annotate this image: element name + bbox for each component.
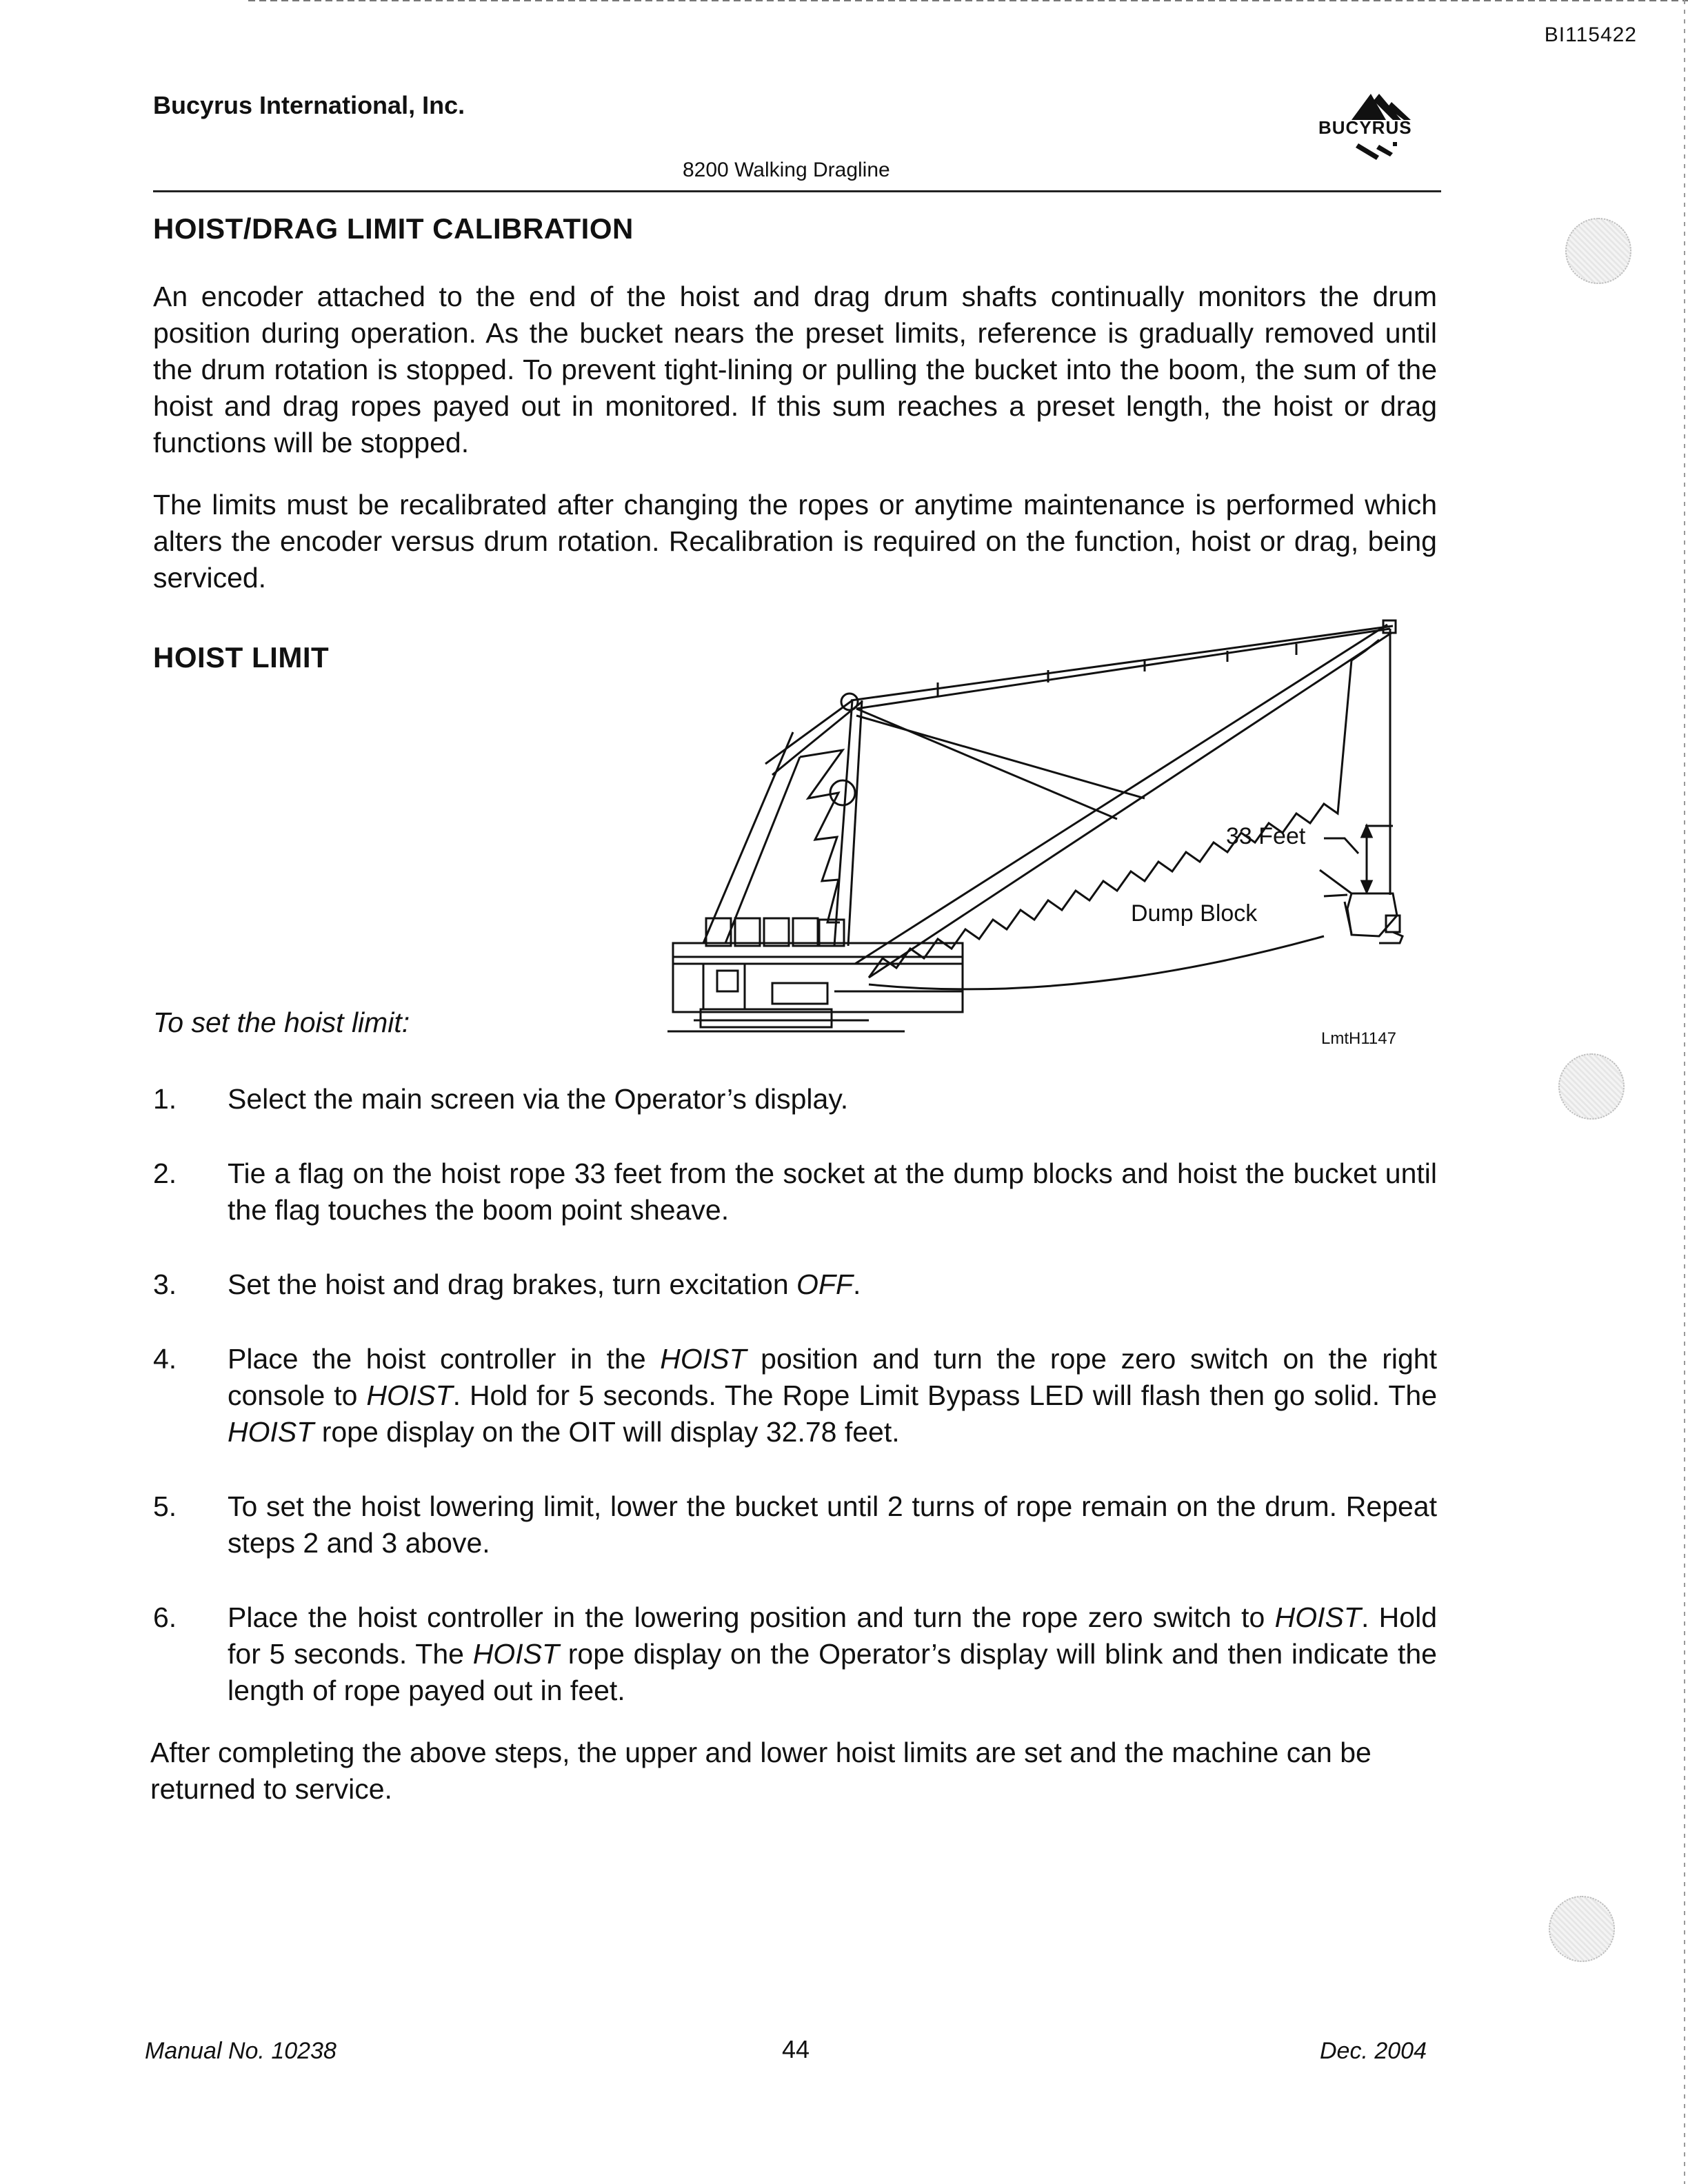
heading-text: HOIST/DRAG LIMIT CALIBRATION [153,212,634,245]
roof-unit [793,918,818,946]
procedure-step [153,1266,1437,1303]
step-emphasis: HOIST [366,1379,453,1411]
step-text: To set the hoist lowering limit, lower the bucket until 2 turns of rope remain on the drum. Repeat steps 2 and 3 above. [228,1490,1437,1559]
procedure-step [153,1081,1437,1118]
step-emphasis: HOIST [660,1343,747,1375]
step-text: rope display on the Operator’s display will blink and then indicate the length of rope payed out in feet. [228,1638,1437,1706]
dragline-diagram [662,619,1441,1060]
step-text: . [853,1268,861,1300]
procedure-step [153,1155,1437,1228]
after-steps-paragraph: After completing the above steps, the upper and lower hoist limits are set and the machine can be returned to service. [150,1737,1372,1805]
step-text: position and turn the rope zero switch on the right console to [228,1343,1437,1411]
scan-right-edge [1684,0,1685,2184]
step-number: 2. [153,1157,177,1189]
punch-hole [1565,218,1631,284]
label-33-feet: 33 Feet [1226,823,1306,849]
step-emphasis: OFF [796,1268,854,1300]
document-date: Dec. 2004 [1320,2038,1427,2064]
roof-unit [764,918,789,946]
step-emphasis: HOIST [228,1416,314,1448]
paragraph-recalibration: The limits must be recalibrated after changing the ropes or anytime maintenance is performed which alters the encoder versus drum rotation. Recalibration is required on the function, hoist or drag, being serviced. [153,489,1437,594]
heading-text: HOIST LIMIT [153,641,330,674]
dump-block-leader [1320,870,1352,893]
step-number: 3. [153,1268,177,1300]
step-emphasis: HOIST [472,1638,559,1670]
step-number: 1. [153,1083,177,1115]
step-number: 6. [153,1601,177,1633]
set-hoist-limit-label: To set the hoist limit: [153,1007,410,1038]
procedure-step [153,1599,1437,1709]
step-text: . Hold for 5 seconds. The Rope Limit Bypass LED will flash then go solid. The [452,1379,1438,1411]
step-text: Place the hoist controller in the [228,1343,661,1375]
bucyrus-logo [1310,88,1441,171]
punch-hole [1558,1053,1625,1120]
drag-rope [869,936,1324,989]
roof-unit [819,920,844,946]
label-dump-block: Dump Block [1131,900,1258,927]
step-text: rope display on the OIT will display 32.78 feet. [314,1416,900,1448]
procedure-step [153,1488,1437,1561]
step-text: Tie a flag on the hoist rope 33 feet from the socket at the dump blocks and hoist the bucket until the flag touches the boom point sheave. [228,1157,1437,1226]
manual-subtitle: 8200 Walking Dragline [683,159,890,181]
scan-top-edge [248,0,1688,1]
logo-text: BUCYRUS [1318,117,1412,138]
punch-hole [1549,1896,1615,1962]
section-heading-hoist-limit [153,641,329,674]
roof-unit [706,918,731,946]
page-number: 44 [782,2035,810,2063]
company-name: Bucyrus International, Inc. [153,91,465,119]
procedure-steps [153,1081,1437,1747]
section-heading-calibration [153,212,634,245]
mast-lattice [800,750,843,922]
mast-back-leg [703,732,793,943]
procedure-step [153,1341,1437,1450]
step-number: 5. [153,1490,177,1522]
boom-top-chord [855,625,1387,964]
step-text: Place the hoist controller in the lowering position and turn the rope zero switch to [228,1601,1275,1633]
paragraph-encoder: An encoder attached to the end of the hoist and drag drum shafts continually monitors the drum position during operation. As the bucket nears the preset limits, reference is gradually removed until the drum rotation is stopped. To prevent tight-lining or pulling the bucket into the boom, the sum of the hoist and drag ropes payed out in monitored. If this sum reaches a preset length, the hoist or drag functions will be stopped. [153,281,1437,458]
header-rule [153,190,1441,192]
dragline-drawing [662,619,1441,1060]
boom-bottom-chord [869,633,1391,978]
step-emphasis: HOIST [1274,1601,1361,1633]
figure-caption: LmtH1147 [1321,1029,1396,1048]
step-text: . Hold for 5 seconds. The [228,1601,1437,1670]
suspension-rope [851,626,1393,700]
step-number: 4. [153,1343,177,1375]
document-id: BI115422 [1544,23,1637,46]
manual-number: Manual No. 10238 [145,2038,336,2064]
step-text: Set the hoist and drag brakes, turn excitation [228,1268,797,1300]
roof-unit [735,918,760,946]
step-text: Select the main screen via the Operator’s display. [228,1083,849,1115]
